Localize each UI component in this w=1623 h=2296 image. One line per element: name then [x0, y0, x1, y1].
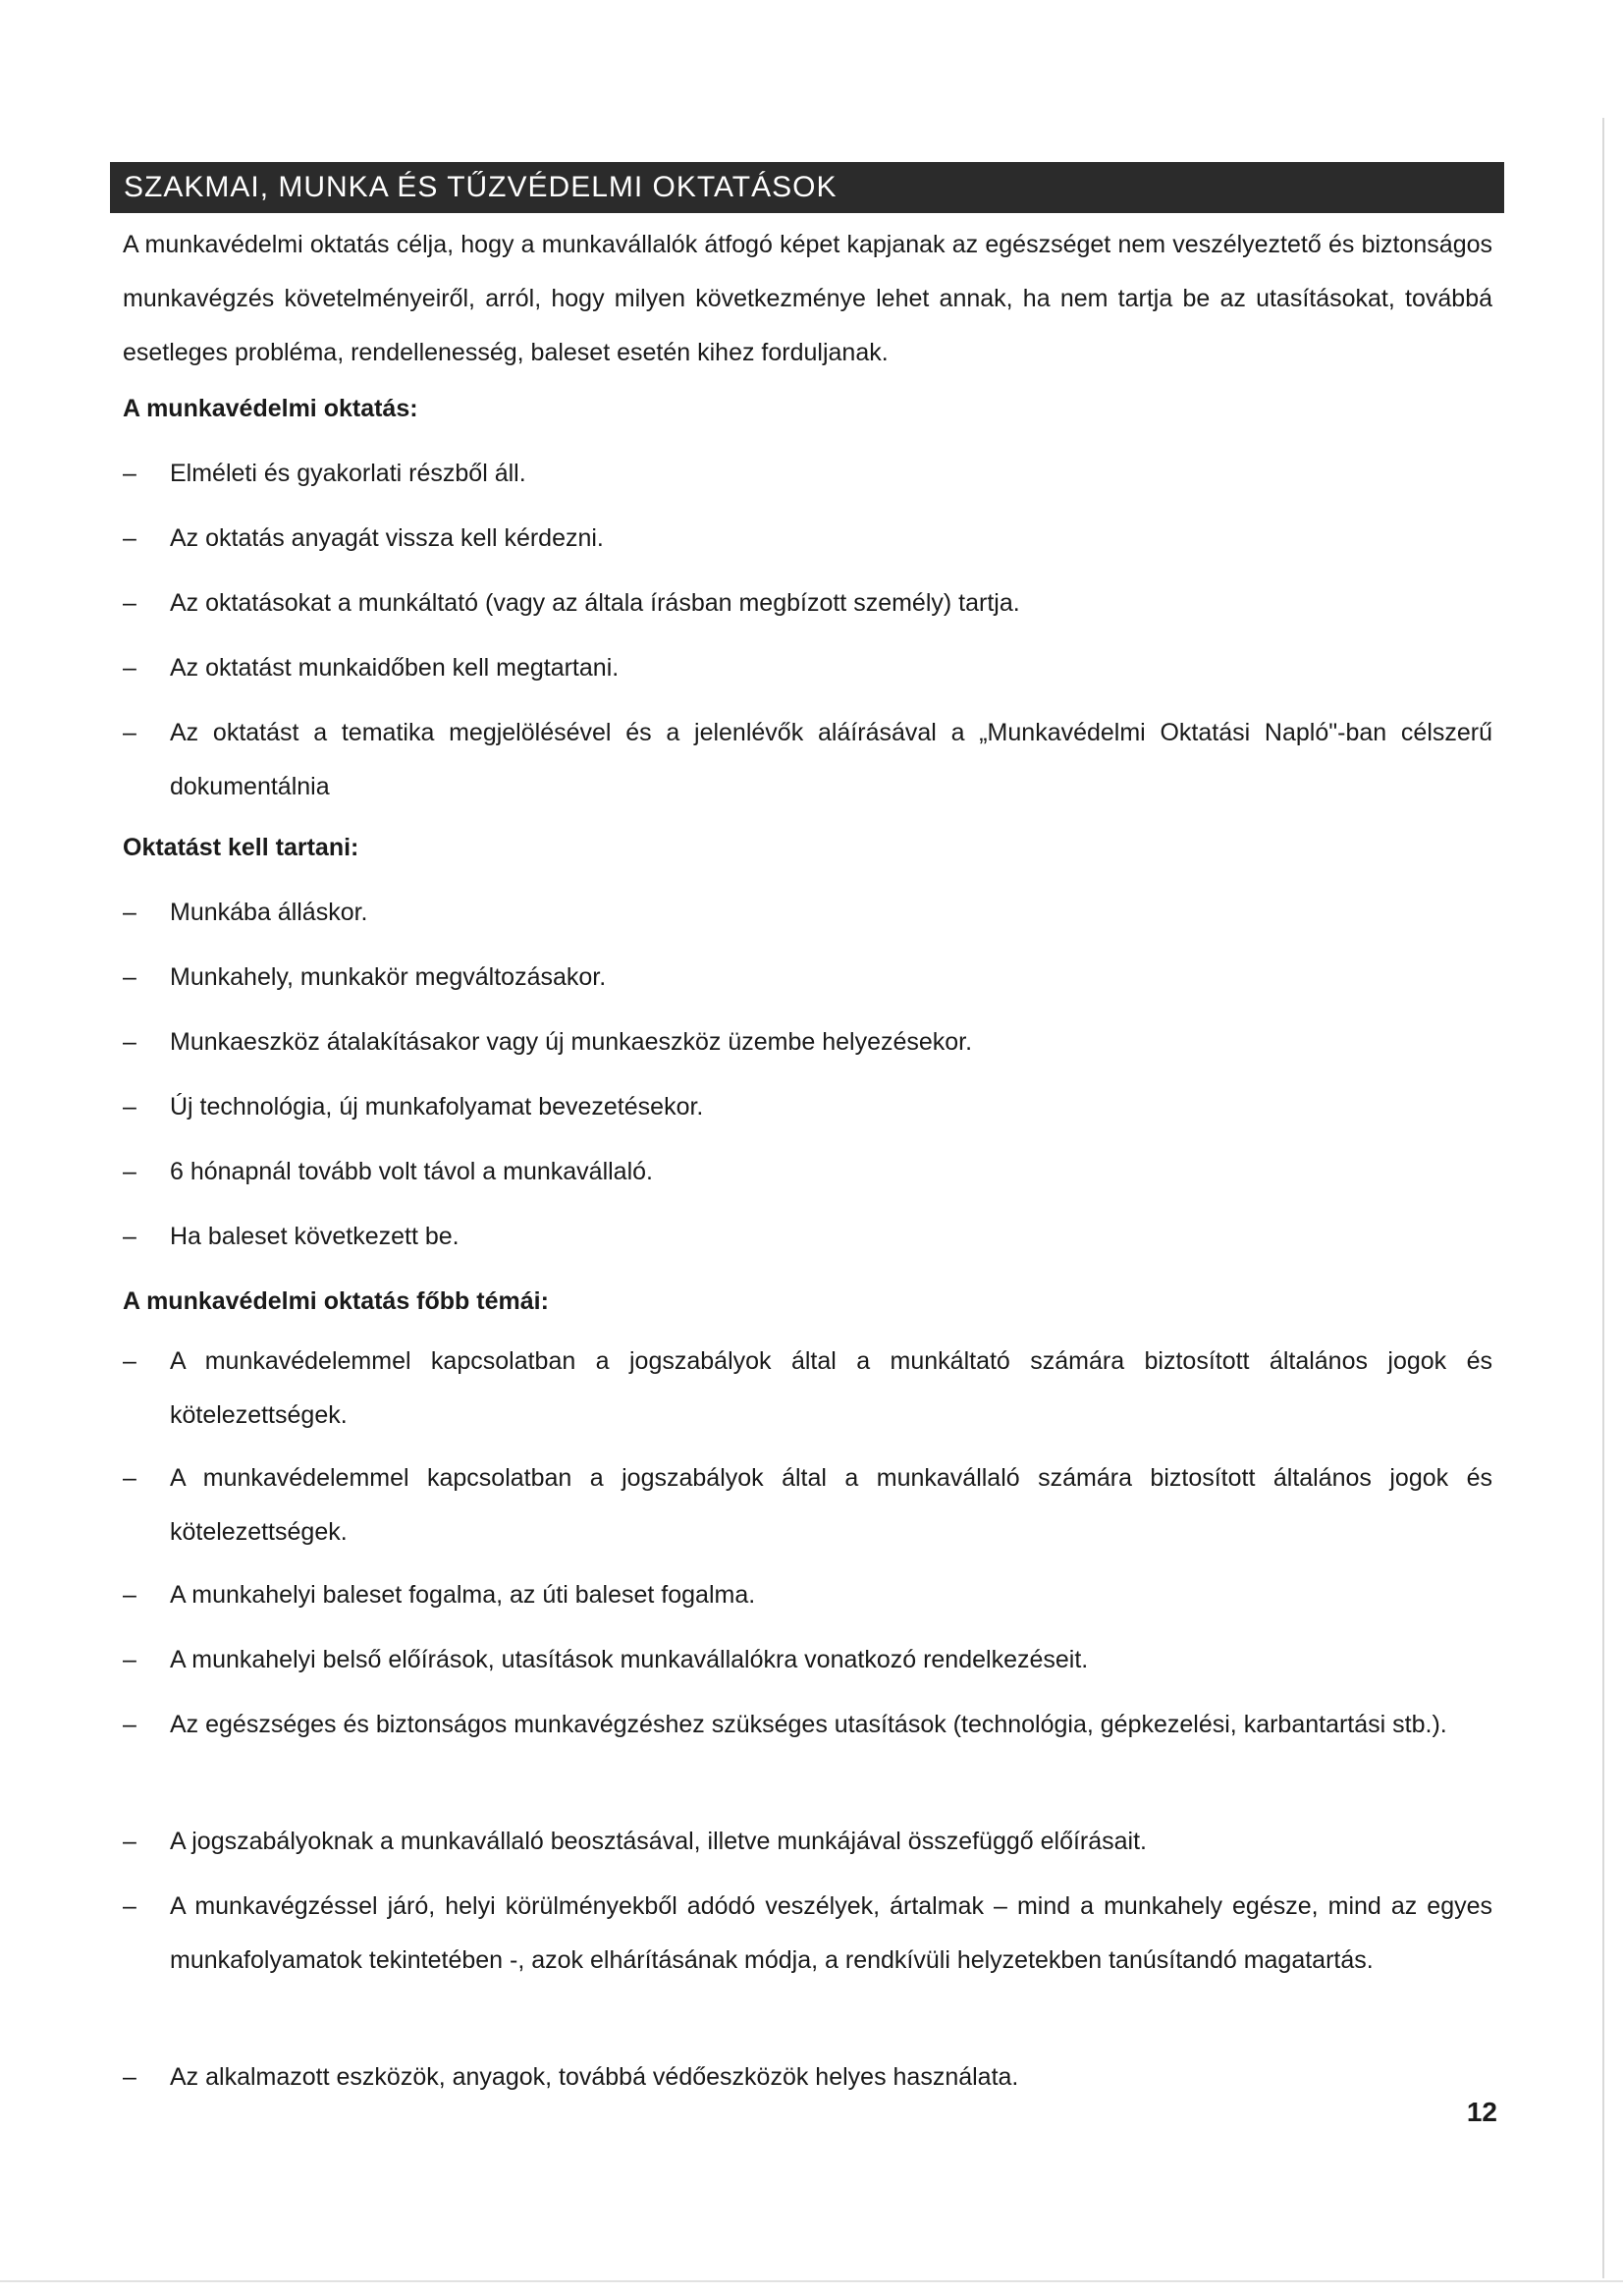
- list-item: [123, 886, 1492, 940]
- list-item: [123, 1145, 1492, 1199]
- list-item-text: Az egészséges és biztonságos munkavégzéshez szükséges utasítások (technológia, gépkezelési, karbantartási stb.).: [170, 1711, 1447, 1738]
- dash-bullet: –: [123, 719, 136, 746]
- list-item: [123, 1210, 1492, 1264]
- list-item: [123, 1633, 1492, 1687]
- list-item: [123, 1698, 1492, 1752]
- list-item: [123, 1080, 1492, 1134]
- list-item-text: Munkába álláskor.: [170, 899, 368, 926]
- dash-bullet: –: [123, 1028, 136, 1056]
- intro-paragraph: A munkavédelmi oktatás célja, hogy a munkavállalók átfogó képet kapjanak az egészséget nem veszélyeztető és biztonságos munkavégzés követelményeiről, arról, hogy milyen következménye lehet annak, ha nem tartja be az utasításokat, továbbá esetleges probléma, rendellenesség, baleset esetén kihez forduljanak.: [123, 231, 1492, 366]
- list-item: [123, 512, 1492, 566]
- list-item-text: Új technológia, új munkafolyamat bevezetésekor.: [170, 1093, 704, 1121]
- list-item-text: Az oktatás anyagát vissza kell kérdezni.: [170, 524, 604, 552]
- list-item-text: A munkahelyi belső előírások, utasítások munkavállalókra vonatkozó rendelkezéseit.: [170, 1646, 1089, 1673]
- section-title: SZAKMAI, MUNKA ÉS TŰZVÉDELMI OKTATÁSOK: [124, 171, 838, 203]
- list-item: [123, 706, 1492, 814]
- dash-bullet: –: [123, 1158, 136, 1185]
- list-item: [123, 1015, 1492, 1069]
- list-item-text: Az oktatást munkaidőben kell megtartani.: [170, 654, 620, 682]
- list-item: [123, 1335, 1492, 1443]
- list-item: [123, 1815, 1492, 1869]
- dash-bullet: –: [123, 1093, 136, 1121]
- dash-bullet: –: [123, 1892, 136, 1920]
- list-item: [123, 447, 1492, 501]
- list-item-text: Az alkalmazott eszközök, anyagok, továbbá védőeszközök helyes használata.: [170, 2063, 1019, 2091]
- list-item: [123, 1880, 1492, 1988]
- dash-bullet: –: [123, 524, 136, 552]
- dash-bullet: –: [123, 1581, 136, 1609]
- list-item-text: Munkahely, munkakör megváltozásakor.: [170, 963, 607, 991]
- dash-bullet: –: [123, 1828, 136, 1855]
- dash-bullet: –: [123, 963, 136, 991]
- list-item: [123, 951, 1492, 1005]
- list-item: [123, 576, 1492, 630]
- list-item: [123, 1568, 1492, 1622]
- list-item-text: A jogszabályoknak a munkavállaló beosztásával, illetve munkájával összefüggő előírásait.: [170, 1828, 1148, 1855]
- list-item-text: A munkavédelemmel kapcsolatban a jogszabályok által a munkavállaló számára biztosított általános jogok és kötelezettségek.: [170, 1464, 1492, 1546]
- dash-bullet: –: [123, 1223, 136, 1250]
- dash-bullet: –: [123, 654, 136, 682]
- section-title-bar: [110, 162, 1504, 213]
- dash-bullet: –: [123, 1464, 136, 1492]
- list-item-text: Ha baleset következett be.: [170, 1223, 460, 1250]
- list-item: [123, 2050, 1492, 2105]
- heading-when-to-train: Oktatást kell tartani:: [123, 834, 359, 861]
- heading-main-topics: A munkavédelmi oktatás főbb témái:: [123, 1287, 549, 1315]
- scan-edge-right: [1602, 118, 1604, 2278]
- list-item-text: Munkaeszköz átalakításakor vagy új munkaeszköz üzembe helyezésekor.: [170, 1028, 973, 1056]
- list-item-text: Az oktatást a tematika megjelölésével és a jelenlévők aláírásával a „Munkavédelmi Oktatási Napló"-ban célszerű dokumentálnia: [170, 719, 1492, 800]
- dash-bullet: –: [123, 1646, 136, 1673]
- dash-bullet: –: [123, 460, 136, 487]
- list-item: [123, 1451, 1492, 1559]
- scan-edge-bottom: [0, 2280, 1623, 2282]
- dash-bullet: –: [123, 2063, 136, 2091]
- dash-bullet: –: [123, 1711, 136, 1738]
- list-item-text: A munkahelyi baleset fogalma, az úti baleset fogalma.: [170, 1581, 756, 1609]
- list-item-text: 6 hónapnál tovább volt távol a munkavállaló.: [170, 1158, 653, 1185]
- list-item-text: A munkavégzéssel járó, helyi körülményekből adódó veszélyek, ártalmak – mind a munkahely egésze, mind az egyes munkafolyamatok tekintetében -, azok elhárításának módja, a rendkívüli helyzetekben tanúsítandó magatartás.: [170, 1892, 1492, 1974]
- list-item-text: A munkavédelemmel kapcsolatban a jogszabályok által a munkáltató számára biztosított általános jogok és kötelezettségek.: [170, 1347, 1492, 1429]
- list-item-text: Elméleti és gyakorlati részből áll.: [170, 460, 526, 487]
- dash-bullet: –: [123, 1347, 136, 1375]
- list-item: [123, 641, 1492, 695]
- list-item-text: Az oktatásokat a munkáltató (vagy az általa írásban megbízott személy) tartja.: [170, 589, 1020, 617]
- dash-bullet: –: [123, 899, 136, 926]
- page-number: 12: [1466, 2097, 1497, 2127]
- dash-bullet: –: [123, 589, 136, 617]
- heading-training: A munkavédelmi oktatás:: [123, 395, 418, 422]
